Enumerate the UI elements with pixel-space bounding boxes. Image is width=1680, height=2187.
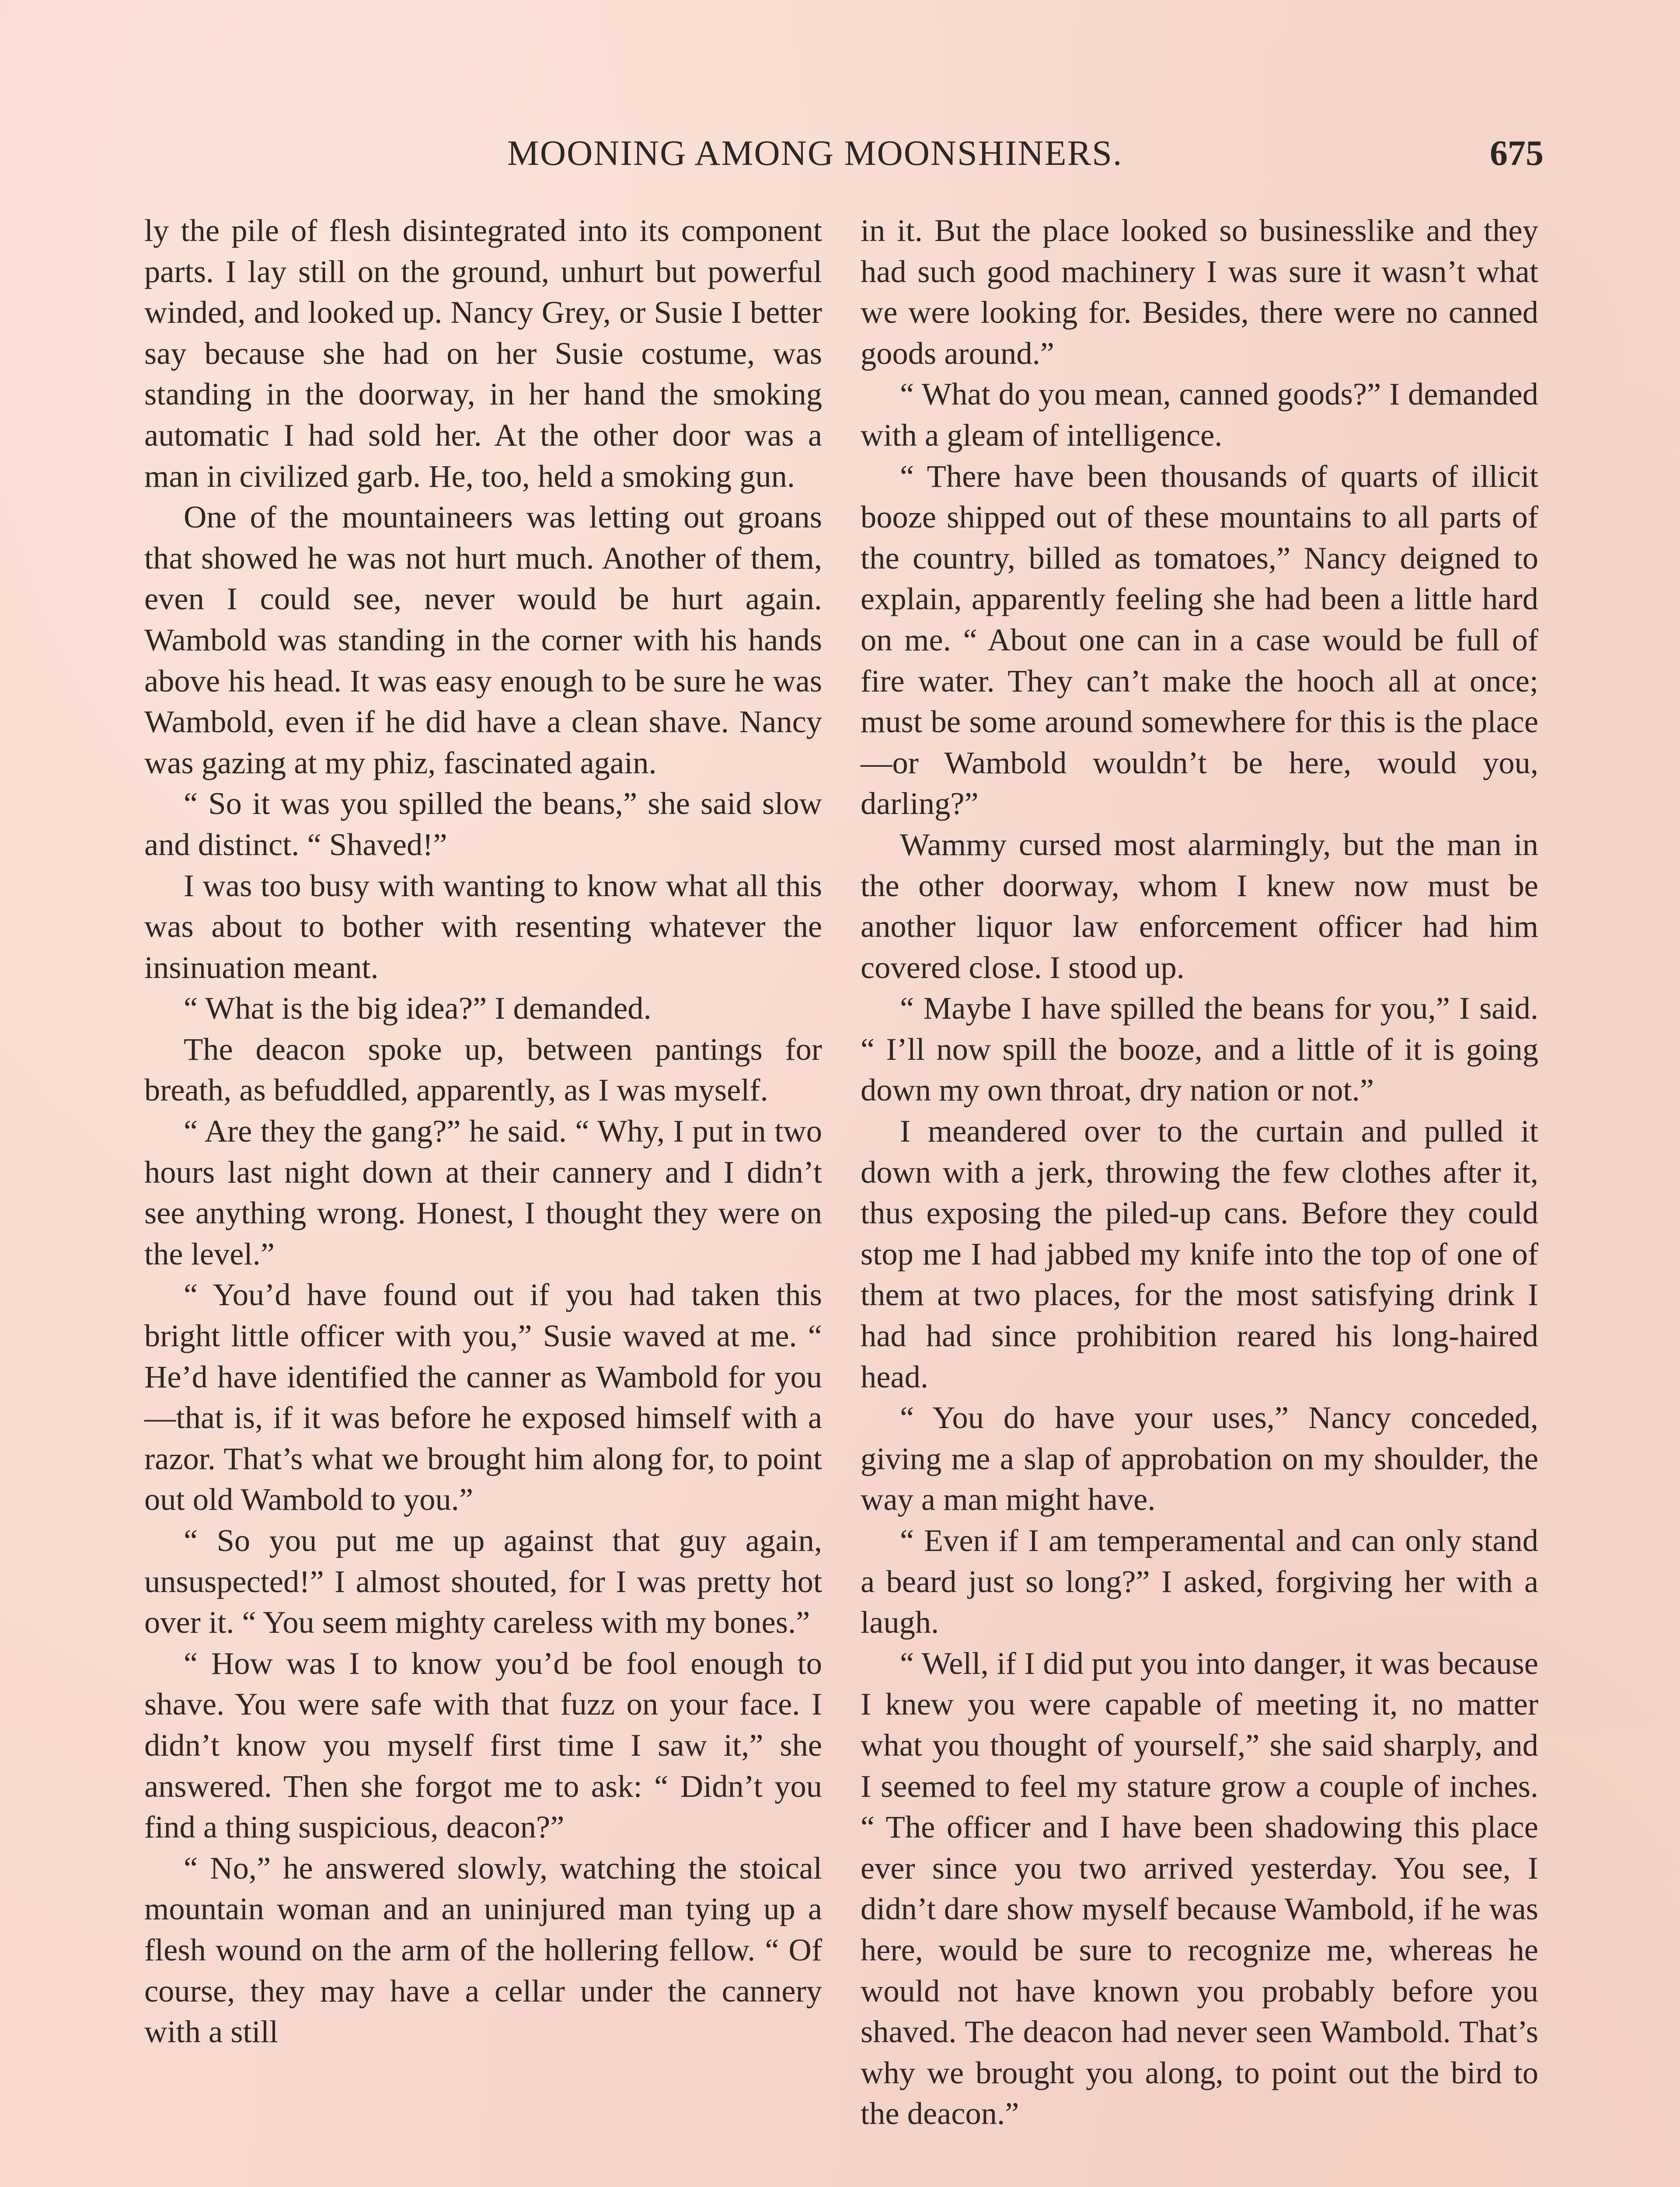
paragraph: One of the mountaineers was letting out groans that showed he was not hurt much. Another of them, even I could see, never would be hurt again. Wambold was standing in the corner with his hands above his head. It was easy enough to be sure he was Wambold, even if he did have a clean shave. Nancy was gazing at my phiz, fascinated again. [144, 499, 822, 780]
paragraph: “ You’d have found out if you had taken this bright little officer with you,” Susie waved at me. “ He’d have identified the canner as Wambold for you—that is, if it was before he exposed himself with a razor. That’s what we brought him along for, to point out old Wambold to you.” [144, 1277, 822, 1517]
paragraph: “ What do you mean, canned goods?” I demanded with a gleam of intelligence. [861, 376, 1538, 453]
paragraph: I was too busy with wanting to know what all this was about to bother with resenting whatever the insinuation meant. [144, 867, 822, 985]
paragraph: “ Even if I am temperamental and can only stand a beard just so long?” I asked, forgiving her with a laugh. [861, 1523, 1538, 1640]
right-column [861, 210, 1538, 2134]
page-header [144, 127, 1544, 179]
paragraph: “ You do have your uses,” Nancy conceded, giving me a slap of approbation on my shoulder, the way a man might have. [861, 1400, 1538, 1517]
paragraph: in it. But the place looked so businesslike and they had such good machinery I was sure it wasn’t what we were looking for. Besides, there were no canned goods around.” [861, 213, 1538, 371]
paragraph: The deacon spoke up, between pantings for breath, as befuddled, apparently, as I was myself. [144, 1031, 822, 1108]
paragraph: “ What is the big idea?” I demanded. [184, 990, 652, 1026]
paragraph: “ So it was you spilled the beans,” she said slow and distinct. “ Shaved!” [144, 786, 822, 862]
page-number: 675 [1490, 133, 1544, 173]
paragraph: “ So you put me up against that guy again, unsuspected!” I almost shouted, for I was pretty hot over it. “ You seem mighty careless with my bones.” [144, 1523, 822, 1640]
paragraph: Wammy cursed most alarmingly, but the man in the other doorway, whom I knew now must be another liquor law enforcement officer had him covered close. I stood up. [861, 826, 1538, 985]
paragraph: ly the pile of flesh disintegrated into its component parts. I lay still on the ground, unhurt but powerful winded, and looked up. Nancy Grey, or Susie I better say because she had on her Susie costume, was standing in the doorway, in her hand the smoking automatic I had sold her. At the other door was a man in civilized garb. He, too, held a smoking gun. [144, 213, 822, 494]
paragraph: I meandered over to the curtain and pulled it down with a jerk, throwing the few clothes after it, thus exposing the piled-up cans. Before they could stop me I had jabbed my knife into the top of one of them at two places, for the most satisfying drink I had had since prohibition reared his long-haired head. [861, 1113, 1538, 1394]
running-title: MOONING AMONG MOONSHINERS. [507, 133, 1123, 173]
paragraph: “ How was I to know you’d be fool enough to shave. You were safe with that fuzz on your face. I didn’t know you myself first time I saw it,” she answered. Then she forgot me to ask: “ Didn’t you find a thing suspicious, deacon?” [144, 1645, 822, 1845]
left-column [144, 210, 822, 2052]
paragraph: “ Well, if I did put you into danger, it was because I knew you were capable of meeting it, no matter what you thought of yourself,” she said sharply, and I seemed to feel my stature grow a couple of inches. “ The officer and I have been shadowing this place ever since you two arrived yesterday. You see, I didn’t dare show myself because Wambold, if he was here, would be sure to recognize me, whereas he would not have known you probably before you shaved. The deacon had never seen Wambold. That’s why we brought you along, to point out the bird to the deacon.” [861, 1645, 1538, 2131]
paragraph: “ Are they the gang?” he said. “ Why, I put in two hours last night down at their cannery and I didn’t see anything wrong. Honest, I thought they were on the level.” [144, 1113, 822, 1272]
paragraph: “ Maybe I have spilled the beans for you,” I said. “ I’ll now spill the booze, and a little of it is going down my own throat, dry nation or not.” [861, 990, 1538, 1108]
paragraph: “ There have been thousands of quarts of illicit booze shipped out of these mountains to all parts of the country, billed as tomatoes,” Nancy deigned to explain, apparently feeling she had been a little hard on me. “ About one can in a case would be full of fire water. They can’t make the hooch all at once; must be some around somewhere for this is the place—or Wambold wouldn’t be here, would you, darling?” [861, 458, 1538, 821]
paragraph: “ No,” he answered slowly, watching the stoical mountain woman and an uninjured man tying up a flesh wound on the arm of the hollering fellow. “ Of course, they may have a cellar under the cannery with a still [144, 1850, 822, 2050]
